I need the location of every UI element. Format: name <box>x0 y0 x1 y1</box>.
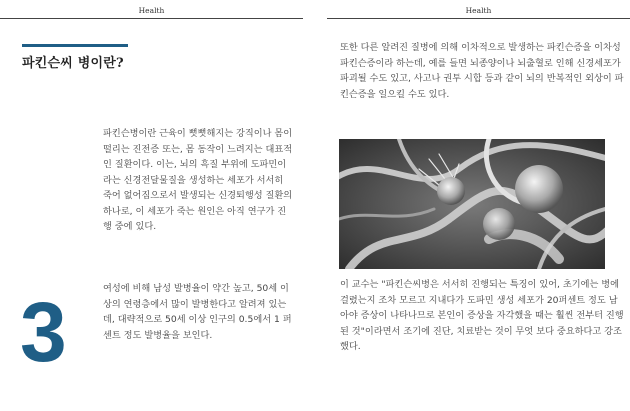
paragraph: 이 교수는 "파킨슨씨병은 서서히 진행되는 특징이 있어, 초기에는 병에 걸렸는지 조차 모르고 지내다가 도파민 생성 세포가 20퍼센트 정도 남아야 증상이 나타나므로 본인이 증상을 자각했을 때는 훨씬 전부터 진행된 것"이라면서 조기에 진단, 치료받는 것이 무엇 보다 중요하다고 강조했다. <box>340 279 624 352</box>
neuron-image <box>339 139 605 269</box>
item-number: 3 <box>20 285 67 379</box>
neuron-illustration <box>339 139 605 269</box>
left-page <box>0 0 303 411</box>
paragraph: 파킨슨병이란 근육이 뻣뻣해지는 강직이나 몸이 떨리는 진전증 또는, 몸 동작이 느려지는 대표적인 질환이다. 이는, 뇌의 흑질 부위에 도파민이라는 신경전달물질을 생성하는 세포가 서서히 죽어 없어짐으로서 발생되는 신경퇴행성 질환의 하나로, 이 세포가 죽는 원인은 아직 연구가 진행 중에 있다. <box>103 128 293 232</box>
header-rule <box>0 18 303 19</box>
paragraph: 여성에 비해 남성 발병율이 약간 높고, 50세 이상의 연령층에서 많이 발병한다고 알려져 있는데, 대략적으로 50세 이상 인구의 0.5에서 1 퍼센트 정도 발병율을 보인다. <box>103 283 292 341</box>
article-title: 파킨슨씨 병이란? <box>22 56 124 71</box>
right-page <box>327 0 630 411</box>
header-rule <box>327 18 630 19</box>
title-accent-bar <box>22 44 128 47</box>
section-label: Health <box>138 6 165 15</box>
section-label: Health <box>465 6 492 15</box>
paragraph: 또한 다른 알려진 질병에 의해 이차적으로 발생하는 파킨슨증을 이차성 파킨슨증이라 하는데, 예를 들면 뇌종양이나 뇌출혈로 인해 신경세포가 파괴될 수도 있고, 사고나 권투 시합 등과 같이 뇌의 반복적인 외상이 파킨슨증을 일으킬 수도 있다. <box>340 42 624 100</box>
